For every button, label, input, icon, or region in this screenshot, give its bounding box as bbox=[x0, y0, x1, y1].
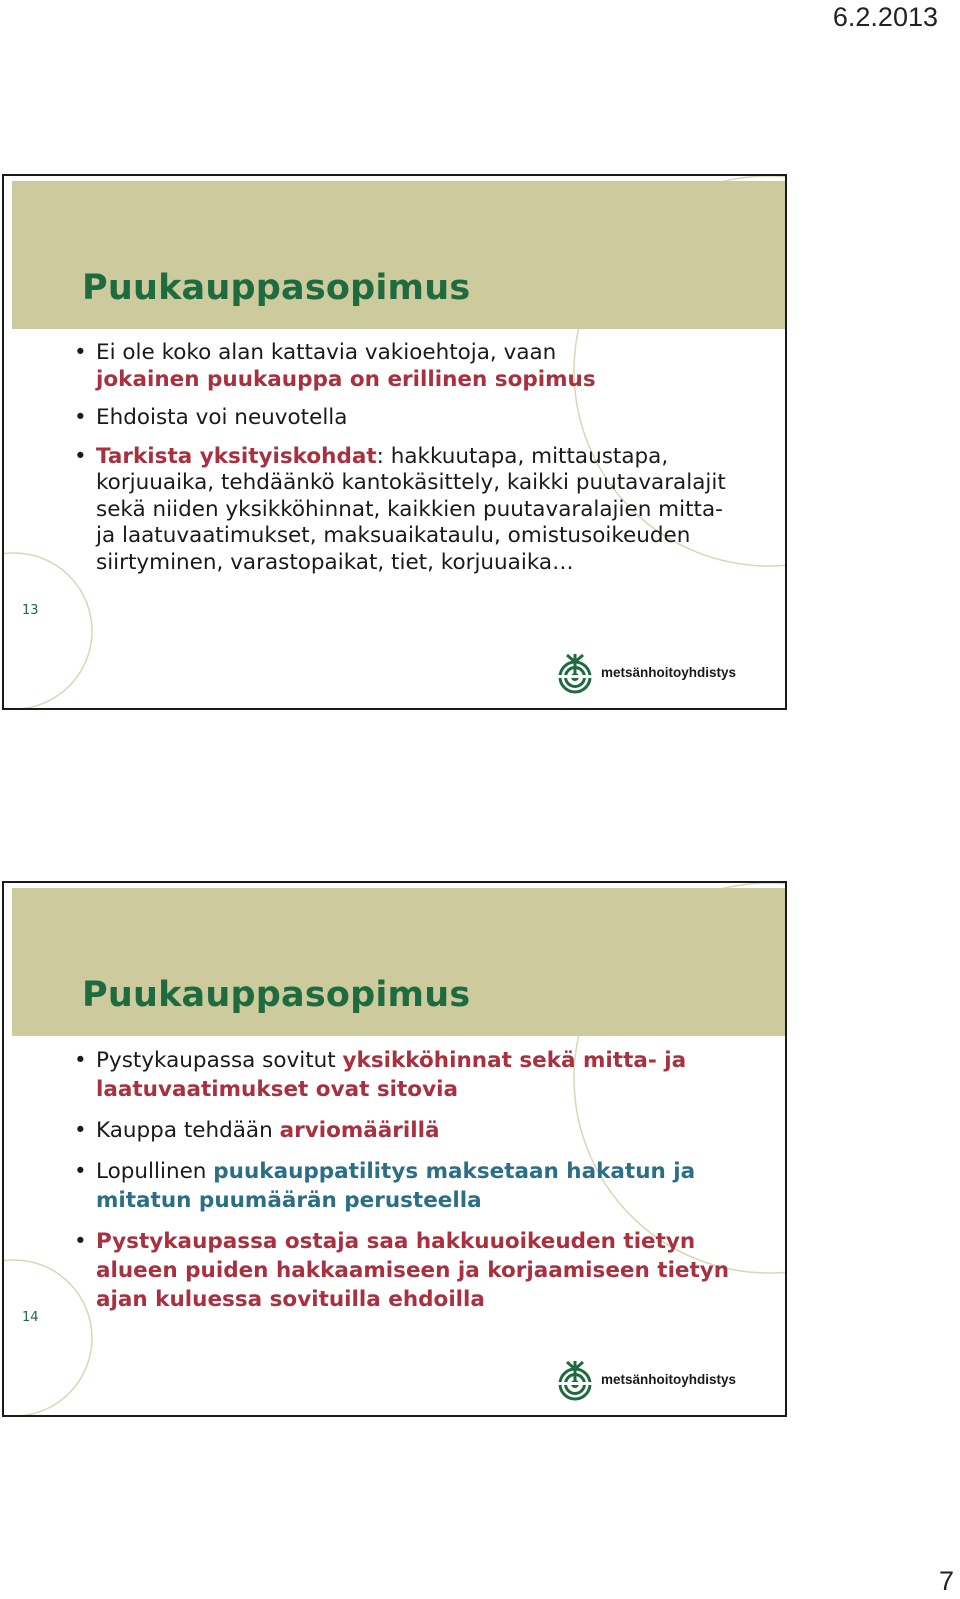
mhy-emblem-icon bbox=[556, 1359, 596, 1401]
mhy-logo bbox=[556, 1359, 736, 1401]
mhy-emblem-icon bbox=[556, 652, 596, 694]
slide-title: Puukauppasopimus bbox=[82, 268, 471, 308]
slide-14 bbox=[2, 881, 787, 1417]
bullet-emphasis: yksikköhinnat sekä mitta- ja laatuvaatimukset ovat sitovia bbox=[96, 1048, 687, 1102]
bullet-text: Ei ole koko alan kattavia vakioehtoja, vaan bbox=[96, 340, 557, 365]
mhy-logo bbox=[556, 652, 736, 694]
slide-number: 14 bbox=[22, 1310, 39, 1325]
slide-number: 13 bbox=[22, 603, 39, 618]
bullet-text: Ehdoista voi neuvotella bbox=[96, 405, 348, 430]
page-date: 6.2.2013 bbox=[832, 2, 938, 32]
bullet-text: Lopullinen bbox=[96, 1159, 214, 1184]
logo-text: metsänhoitoyhdistys bbox=[601, 665, 737, 680]
bullet-emphasis: jokainen puukauppa on erillinen sopimus bbox=[96, 366, 596, 392]
bullet-text: : hakkuutapa, mittaustapa, korjuuaika, tehdäänkö kantokäsittely, kaikki puutavaralajit sekä niiden yksikköhinnat, kaikkien puutavaralajien mitta- ja laatuvaatimukset, maksuaikataulu, omistusoikeuden siirtyminen, varastopaikat, tiet, korjuuaika… bbox=[96, 443, 726, 575]
bullet-item bbox=[74, 1046, 734, 1104]
bullet-list bbox=[74, 1046, 734, 1326]
page-number: 7 bbox=[938, 1566, 954, 1596]
bullet-item bbox=[74, 405, 734, 432]
bullet-item bbox=[74, 1227, 734, 1314]
slide-13 bbox=[2, 174, 787, 710]
slide-title: Puukauppasopimus bbox=[82, 975, 471, 1015]
bullet-item bbox=[74, 340, 734, 393]
bullet-item bbox=[74, 1116, 734, 1145]
bullet-item bbox=[74, 444, 734, 577]
bullet-emphasis: puukauppatilitys maksetaan hakatun ja mitatun puumäärän perusteella bbox=[96, 1159, 696, 1213]
logo-text: metsänhoitoyhdistys bbox=[601, 1372, 737, 1387]
bullet-emphasis: Tarkista yksityiskohdat bbox=[96, 443, 377, 469]
bullet-item bbox=[74, 1157, 734, 1215]
bullet-list bbox=[74, 340, 734, 588]
bullet-text: Pystykaupassa sovitut bbox=[96, 1048, 343, 1073]
bullet-emphasis: Pystykaupassa ostaja saa hakkuuoikeuden tietyn alueen puiden hakkaamiseen ja korjaamiseen tietyn ajan kuluessa sovituilla ehdoilla bbox=[96, 1229, 730, 1312]
bullet-text: Kauppa tehdään bbox=[96, 1118, 280, 1143]
bullet-emphasis: arviomäärillä bbox=[279, 1118, 440, 1143]
